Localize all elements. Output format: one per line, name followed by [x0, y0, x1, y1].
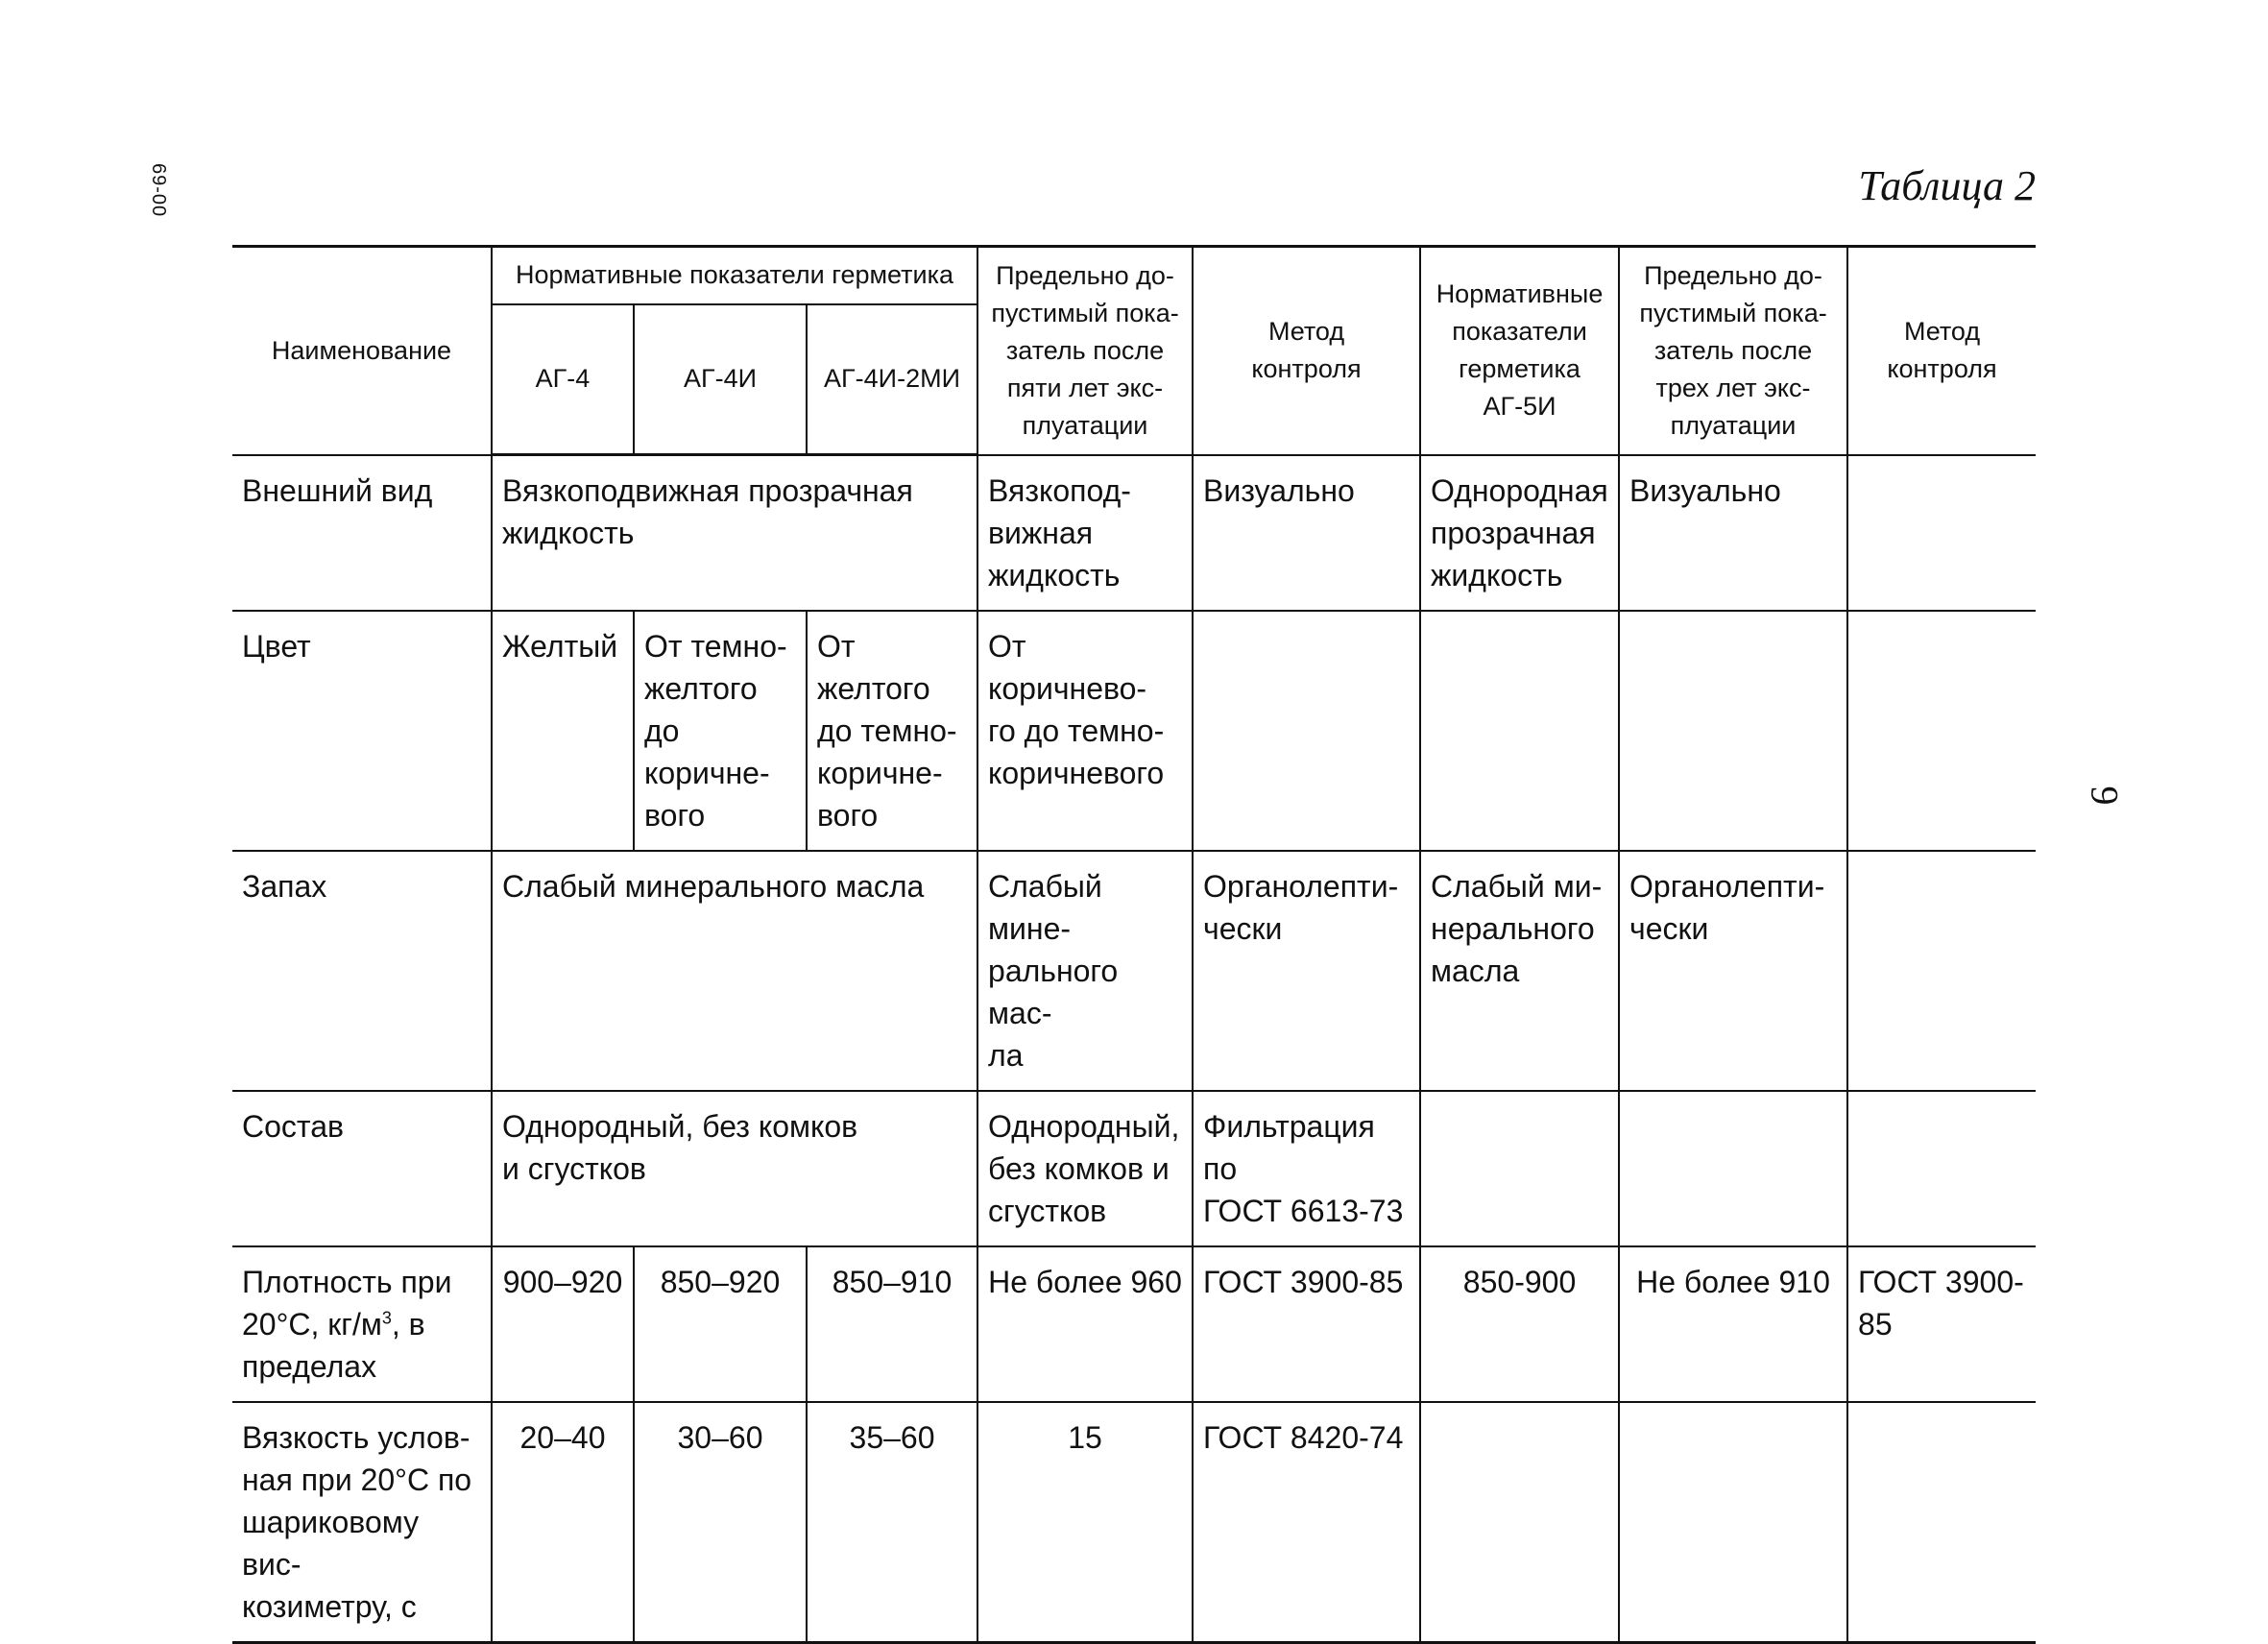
header-control-method-2: Метод контроля	[1847, 247, 2036, 455]
table-row	[232, 1402, 2036, 1643]
cell-ag4i-color: От темно- желтого до коричне- вого	[634, 611, 807, 851]
table-row	[232, 851, 2036, 1091]
table-header	[232, 247, 2036, 455]
header-ag4i-2mi: АГ-4И-2МИ	[807, 304, 977, 455]
cell-ag4-density: 900–920	[492, 1246, 634, 1402]
header-ag4: АГ-4	[492, 304, 634, 455]
cell-limit5-composition: Однородный, без комков и сгустков	[977, 1091, 1193, 1246]
cell-ag5i-viscosity	[1420, 1402, 1619, 1643]
cell-method2-color	[1847, 611, 2036, 851]
cell-limit3-appearance: Визуально	[1619, 455, 1847, 611]
row-name-viscosity: Вязкость услов- ная при 20°С по шариковому вис- козиметру, с	[232, 1402, 492, 1643]
cell-ag5i-smell: Слабый ми- нерального масла	[1420, 851, 1619, 1091]
density-name-line2-end: , в	[391, 1306, 425, 1342]
row-name-color: Цвет	[232, 611, 492, 851]
cell-ag4-color: Желтый	[492, 611, 634, 851]
cell-ag4i-viscosity: 30–60	[634, 1402, 807, 1643]
header-name: Наименование	[232, 247, 492, 455]
density-name-line1: Плотность при	[242, 1264, 452, 1299]
cell-ag5i-appearance: Однородная прозрачная жидкость	[1420, 455, 1619, 611]
cell-limit3-composition	[1619, 1091, 1847, 1246]
density-name-superscript: 3	[381, 1307, 392, 1327]
cell-limit5-color: От коричнево- го до темно- коричневого	[977, 611, 1193, 851]
properties-table	[232, 245, 2036, 1644]
density-name-line3: пределах	[242, 1348, 377, 1384]
cell-ag4i2mi-viscosity: 35–60	[807, 1402, 977, 1643]
cell-norm-composition: Однородный, без комков и сгустков	[492, 1091, 977, 1246]
cell-method-density: ГОСТ 3900-85	[1193, 1246, 1420, 1402]
cell-method-viscosity: ГОСТ 8420-74	[1193, 1402, 1420, 1643]
header-control-method: Метод контроля	[1193, 247, 1420, 455]
cell-ag4i2mi-density: 850–910	[807, 1246, 977, 1402]
cell-ag4-viscosity: 20–40	[492, 1402, 634, 1643]
table-row	[232, 611, 2036, 851]
table-caption: Таблица 2	[1858, 162, 2036, 209]
header-limit-3-years: Предельно до- пустимый пока- затель после трех лет экс- плуатации	[1619, 247, 1847, 455]
table-row	[232, 1091, 2036, 1246]
cell-limit5-appearance: Вязкопод- вижная жидкость	[977, 455, 1193, 611]
cell-method2-smell	[1847, 851, 2036, 1091]
cell-method2-viscosity	[1847, 1402, 2036, 1643]
density-name-line2: 20°С, кг/м	[242, 1306, 382, 1342]
cell-limit3-density: Не более 910	[1619, 1246, 1847, 1402]
cell-method-appearance: Визуально	[1193, 455, 1420, 611]
table-body	[232, 455, 2036, 1643]
cell-ag4i-density: 850–920	[634, 1246, 807, 1402]
table-row	[232, 1246, 2036, 1402]
cell-ag5i-composition	[1420, 1091, 1619, 1246]
page-number: 9	[2083, 786, 2127, 806]
cell-method-color	[1193, 611, 1420, 851]
cell-method2-density: ГОСТ 3900-85	[1847, 1246, 2036, 1402]
row-name-smell: Запах	[232, 851, 492, 1091]
cell-limit5-smell: Слабый мине- рального мас- ла	[977, 851, 1193, 1091]
cell-method2-appearance	[1847, 455, 2036, 611]
header-limit-5-years: Предельно до- пустимый пока- затель после пяти лет экс- плуатации	[977, 247, 1193, 455]
table-row	[232, 455, 2036, 611]
row-name-density	[232, 1246, 492, 1402]
header-normative-ag4-group: Нормативные показатели герметика	[492, 247, 977, 304]
cell-ag4i2mi-color: От желтого до темно- коричне- вого	[807, 611, 977, 851]
cell-limit5-density: Не более 960	[977, 1246, 1193, 1402]
header-ag4i: АГ-4И	[634, 304, 807, 455]
row-name-appearance: Внешний вид	[232, 455, 492, 611]
row-name-composition: Состав	[232, 1091, 492, 1246]
cell-method-composition: Фильтрация по ГОСТ 6613-73	[1193, 1091, 1420, 1246]
cell-limit3-color	[1619, 611, 1847, 851]
cell-norm-smell: Слабый минерального масла	[492, 851, 977, 1091]
cell-method-smell: Органолепти- чески	[1193, 851, 1420, 1091]
cell-limit3-viscosity	[1619, 1402, 1847, 1643]
cell-limit3-smell: Органолепти- чески	[1619, 851, 1847, 1091]
cell-ag5i-density: 850-900	[1420, 1246, 1619, 1402]
cell-method2-composition	[1847, 1091, 2036, 1246]
header-normative-ag5i: Нормативные показатели герметика АГ-5И	[1420, 247, 1619, 455]
cell-limit5-viscosity: 15	[977, 1402, 1193, 1643]
side-document-code: 69-00	[148, 163, 169, 218]
cell-ag5i-color	[1420, 611, 1619, 851]
cell-norm-appearance: Вязкоподвижная прозрачная жидкость	[492, 455, 977, 611]
